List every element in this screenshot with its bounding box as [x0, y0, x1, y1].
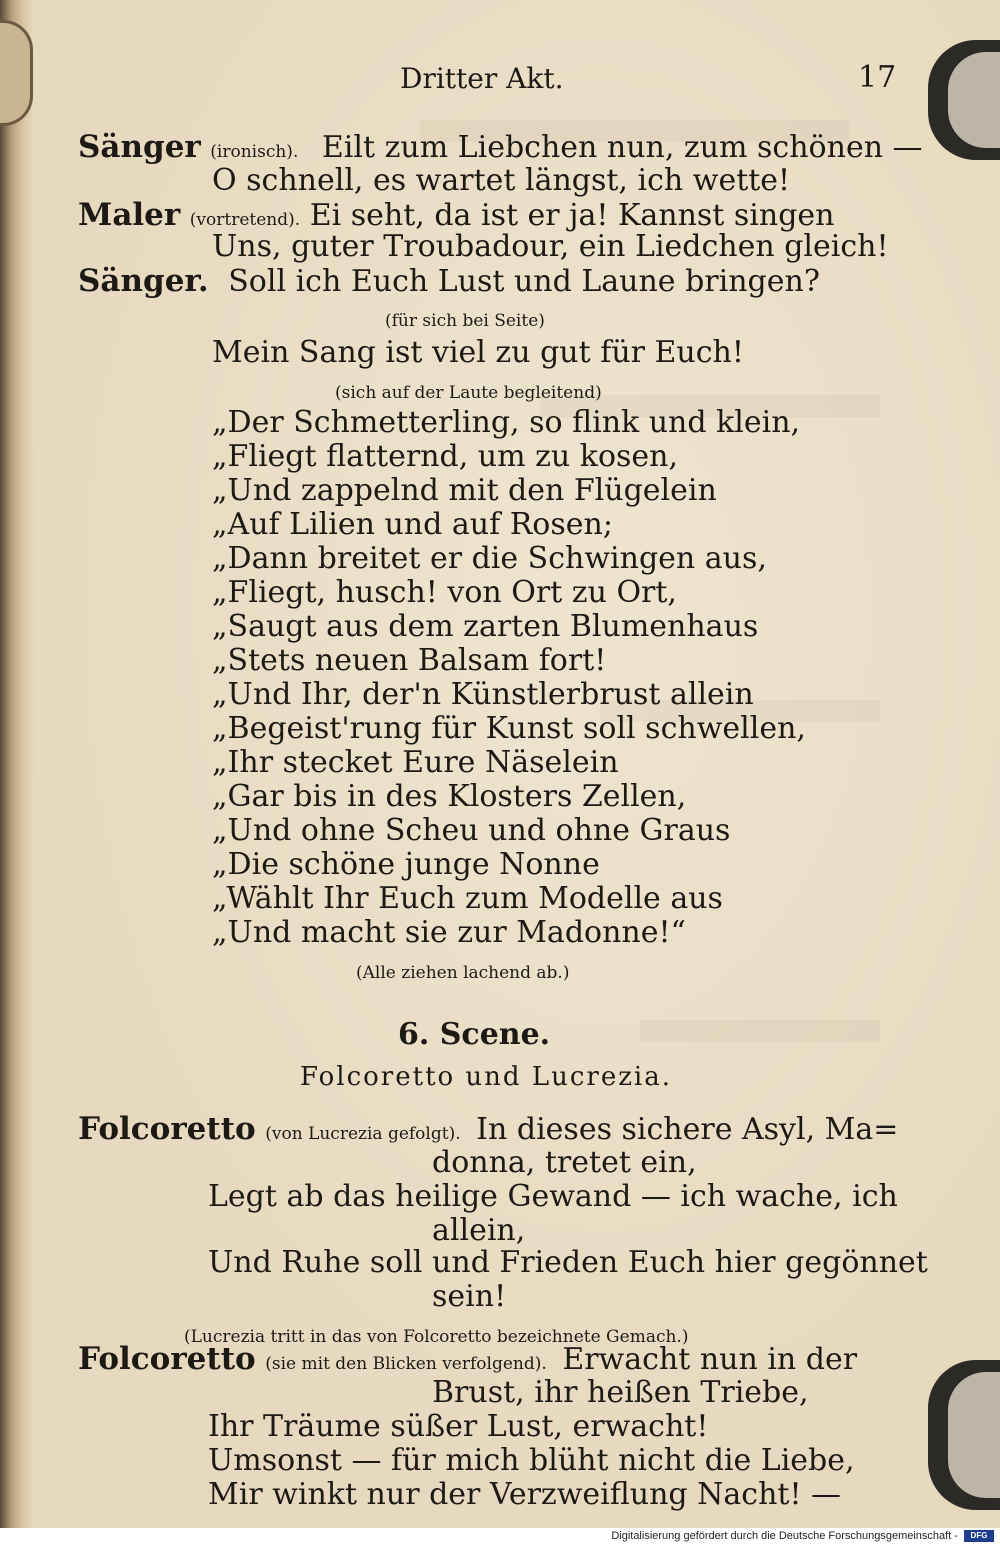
song-line: „Auf Lilien und auf Rosen; [212, 507, 613, 542]
stage-direction: (sie mit den Blicken verfolgend). [265, 1354, 547, 1374]
speaker-name: Sänger. [78, 263, 209, 299]
song-line: „Die schöne junge Nonne [212, 847, 600, 882]
line-text: Ei seht, da ist er ja! Kannst singen [309, 198, 835, 233]
stage-direction: (Lucrezia tritt in das von Folcoretto bezeichnete Gemach.) [184, 1327, 689, 1347]
footer-credit: Digitalisierung gefördert durch die Deutsche Forschungsgemeinschaft - [611, 1530, 958, 1542]
stage-direction: (für sich bei Seite) [385, 311, 545, 331]
verse-line: Und Ruhe soll und Frieden Euch hier gegönnet [208, 1245, 928, 1280]
speaker-name: Sänger [78, 129, 201, 165]
page-number: 17 [858, 60, 897, 95]
song-line: „Ihr stecket Eure Näselein [212, 745, 619, 780]
song-line: „Fliegt, husch! von Ort zu Ort, [212, 575, 677, 610]
verse-line: Mein Sang ist viel zu gut für Euch! [212, 335, 744, 370]
stage-direction: (von Lucrezia gefolgt). [265, 1124, 461, 1144]
scene-characters: Folcoretto und Lucrezia. [300, 1062, 672, 1092]
verse-line: Mir winkt nur der Verzweiflung Nacht! — [208, 1477, 842, 1512]
verse-line: O schnell, es wartet längst, ich wette! [212, 163, 791, 198]
song-line: „Und zappelnd mit den Flügelein [212, 473, 717, 508]
verse-line: Uns, guter Troubadour, ein Liedchen gleich! [212, 229, 889, 264]
footer-bar [0, 1528, 1000, 1544]
song-line: „Und Ihr, der'n Künstlerbrust allein [212, 677, 754, 712]
verse-line: Legt ab das heilige Gewand — ich wache, ich [208, 1179, 898, 1214]
line-text: Erwacht nun in der [562, 1342, 858, 1377]
stage-direction: (vortretend). [189, 210, 301, 230]
verse-line [78, 264, 820, 299]
speaker-name: Maler [78, 197, 181, 233]
song-line: „Begeist'rung für Kunst soll schwellen, [212, 711, 806, 746]
line-text: Eilt zum Liebchen nun, zum schönen — [321, 130, 923, 165]
verse-line: Ihr Träume süßer Lust, erwacht! [208, 1409, 709, 1444]
speaker-name: Folcoretto [78, 1341, 256, 1377]
scene-heading: 6. Scene. [398, 1017, 551, 1052]
running-header: Dritter Akt. [400, 62, 564, 95]
stage-direction: (sich auf der Laute begleitend) [335, 383, 602, 403]
song-line: „Und macht sie zur Madonne!“ [212, 915, 686, 950]
verse-line: allein, [432, 1213, 526, 1248]
verse-line: donna, tretet ein, [432, 1145, 697, 1180]
stage-direction: (ironisch). [210, 142, 299, 162]
song-line: „Wählt Ihr Euch zum Modelle aus [212, 881, 723, 916]
song-line: „Saugt aus dem zarten Blumenhaus [212, 609, 759, 644]
song-line: „Gar bis in des Klosters Zellen, [212, 779, 687, 814]
song-line: „Dann breitet er die Schwingen aus, [212, 541, 767, 576]
line-text: In dieses sichere Asyl, Ma= [476, 1112, 899, 1147]
verse-line: Brust, ihr heißen Triebe, [432, 1375, 809, 1410]
stage-direction: (Alle ziehen lachend ab.) [356, 963, 570, 983]
line-text: Soll ich Euch Lust und Laune bringen? [228, 264, 820, 299]
song-line: „Und ohne Scheu und ohne Graus [212, 813, 731, 848]
song-line: „Stets neuen Balsam fort! [212, 643, 607, 678]
dfg-logo: DFG [964, 1530, 994, 1542]
song-line: „Der Schmetterling, so flink und klein, [212, 405, 801, 440]
verse-line: sein! [432, 1279, 507, 1314]
speaker-name: Folcoretto [78, 1111, 256, 1147]
song-line: „Fliegt flatternd, um zu kosen, [212, 439, 679, 474]
verse-line: Umsonst — für mich blüht nicht die Liebe, [208, 1443, 855, 1478]
